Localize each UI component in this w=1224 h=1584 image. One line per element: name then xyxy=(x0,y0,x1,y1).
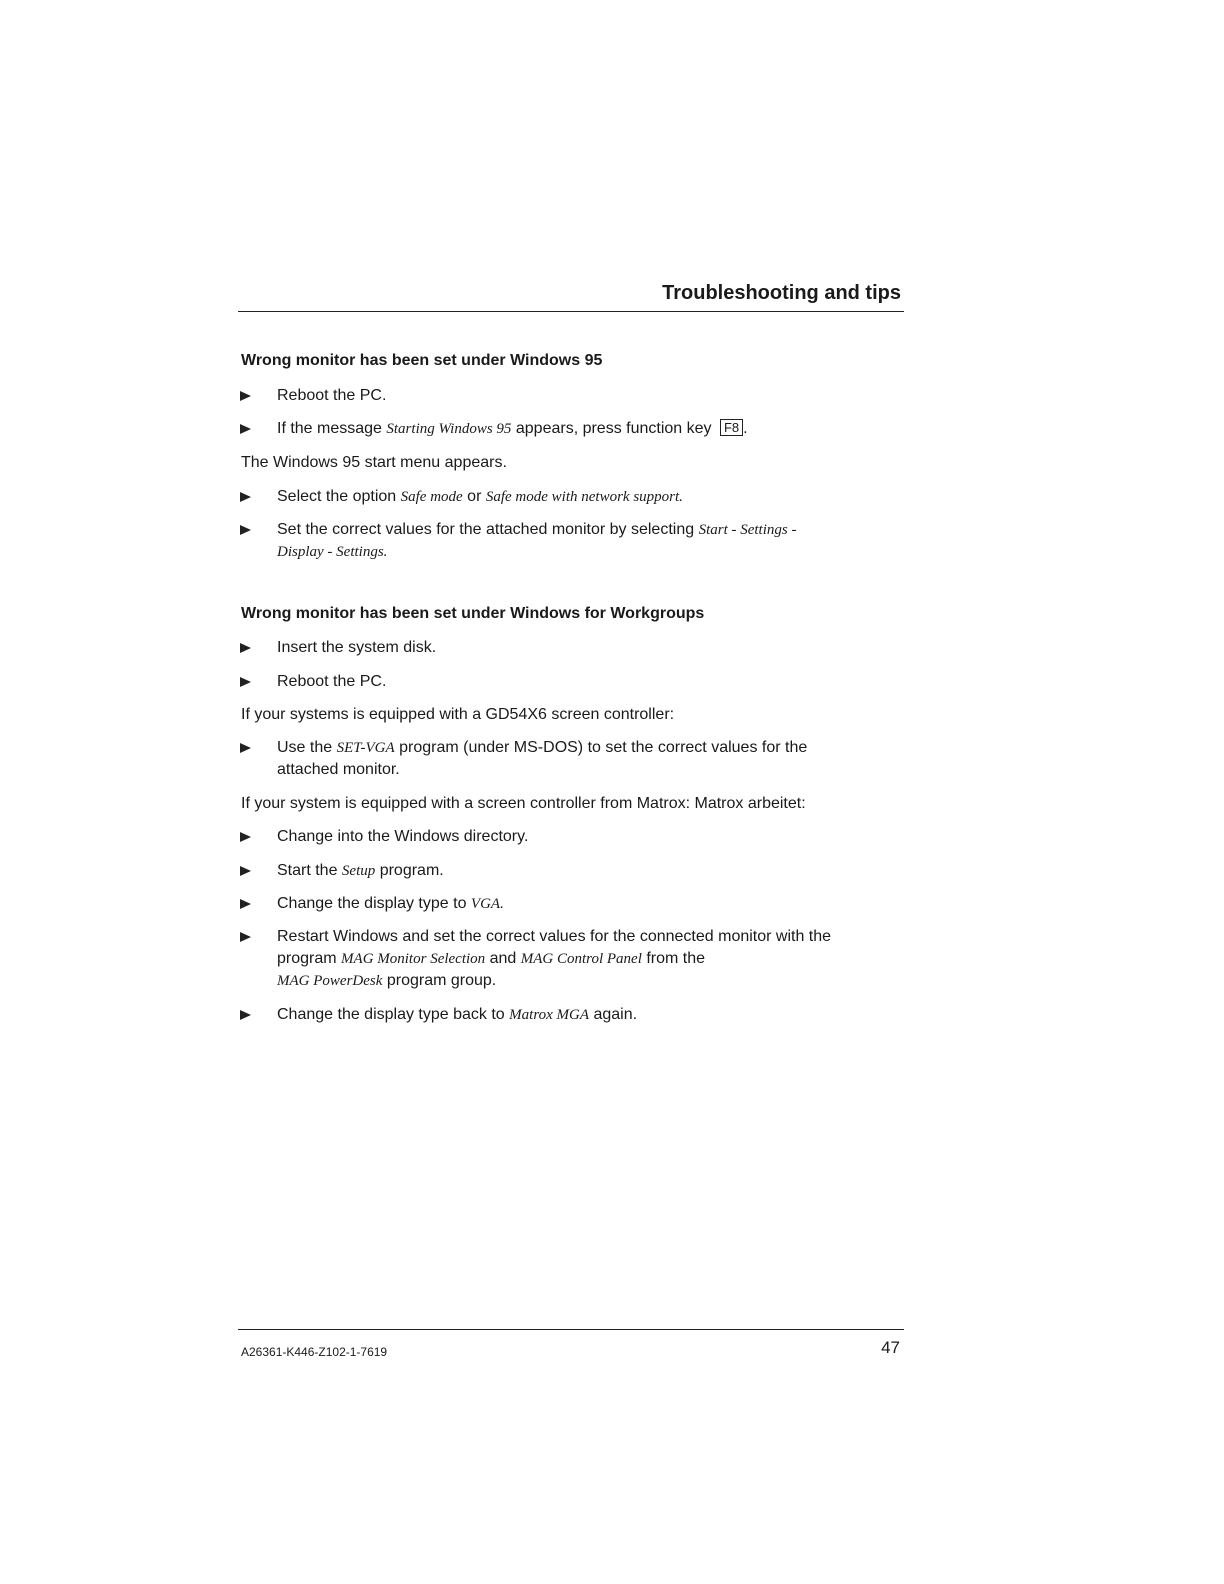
step-text: Set the correct values for the attached monitor by selecting Start - Settings - Display - Settings. xyxy=(277,521,797,560)
section-title-workgroups: Wrong monitor has been set under Windows for Workgroups xyxy=(241,605,705,622)
paragraph: The Windows 95 start menu appears. xyxy=(241,454,507,471)
section-title-windows95: Wrong monitor has been set under Windows 95 xyxy=(241,352,603,369)
bullet-arrow-icon xyxy=(240,422,252,436)
step-text: Change the display type to VGA. xyxy=(277,895,504,912)
paragraph: If your system is equipped with a screen controller from Matrox: Matrox arbeitet: xyxy=(241,795,806,812)
footer-divider xyxy=(238,1329,904,1330)
bullet-arrow-icon xyxy=(240,741,252,755)
bullet-arrow-icon xyxy=(240,675,252,689)
bullet-arrow-icon xyxy=(240,830,252,844)
step-text: Reboot the PC. xyxy=(277,387,387,404)
document-code: A26361-K446-Z102-1-7619 xyxy=(241,1345,388,1359)
step-text: Insert the system disk. xyxy=(277,639,437,656)
bullet-arrow-icon xyxy=(240,523,252,537)
message-name: Starting Windows 95 xyxy=(386,421,512,437)
bullet-arrow-icon xyxy=(240,490,252,504)
bullet-arrow-icon xyxy=(240,864,252,878)
page-header-title: Troubleshooting and tips xyxy=(662,282,901,304)
step-text: Start the Setup program. xyxy=(277,862,444,879)
bullet-arrow-icon xyxy=(240,641,252,655)
bullet-arrow-icon xyxy=(240,389,252,403)
bullet-arrow-icon xyxy=(240,1008,252,1022)
function-key-f8: F8 xyxy=(720,419,743,436)
bullet-arrow-icon xyxy=(240,897,252,911)
step-text: Change the display type back to Matrox MGA again. xyxy=(277,1006,638,1023)
paragraph: If your systems is equipped with a GD54X6 screen controller: xyxy=(241,706,675,723)
step-text: Reboot the PC. xyxy=(277,673,387,690)
step-text: Select the option Safe mode or Safe mode with network support. xyxy=(277,488,683,505)
header-divider xyxy=(238,311,904,312)
page-number: 47 xyxy=(881,1338,900,1357)
step-text: Restart Windows and set the correct values for the connected monitor with the program MAG Monitor Selection and MAG Control Panel from the MAG PowerDesk program group. xyxy=(277,928,832,989)
step-text: If the message Starting Windows 95 appears, press function key F8 . xyxy=(277,420,748,437)
step-text: Use the SET-VGA program (under MS-DOS) to set the correct values for the attached monitor. xyxy=(277,739,808,778)
bullet-arrow-icon xyxy=(240,930,252,944)
step-text: Change into the Windows directory. xyxy=(277,828,529,845)
